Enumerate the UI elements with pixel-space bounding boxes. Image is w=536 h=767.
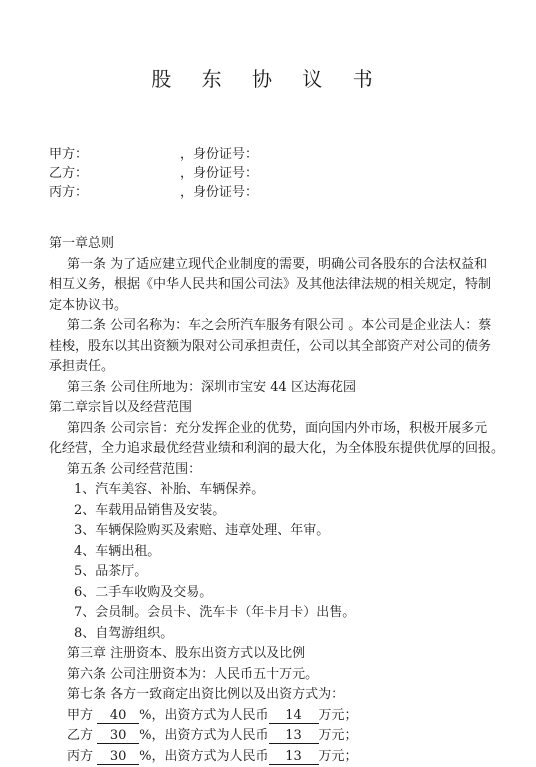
article-line: 桂梭，股东以其出资额为限对公司承担责任，公司以其全部资产对公司的债务 (49, 337, 489, 358)
share-amount-suffix: 万元； (319, 749, 358, 764)
list-item: 7、会员制。会员卡、洗车卡（年卡月卡）出售。 (49, 603, 489, 624)
share-party: 丙方 (67, 749, 93, 764)
party-id-label: ，身份证号： (180, 145, 258, 164)
article-line: 定本协议书。 (49, 296, 489, 317)
article-line: 第七条 各方一致商定出资比例以及出资方式为： (49, 685, 489, 706)
list-item: 4、车辆出租。 (49, 542, 489, 563)
article-line: 第二条 公司名称为：车之会所汽车服务有限公司 。本公司是企业法人：蔡 (49, 316, 489, 337)
article-line: 第三条 公司住所地为：深圳市宝安 44 区达海花园 (49, 378, 489, 399)
list-item: 6、二手车收购及交易。 (49, 583, 489, 604)
article-line: 承担责任。 (49, 357, 489, 378)
article-line: 第四条 公司宗旨：充分发挥企业的优势，面向国内外市场，积极开展多元 (49, 419, 489, 440)
article-line: 第六条 公司注册资本为：人民币五十万元。 (49, 665, 489, 686)
chapter-heading: 第一章总则 (49, 234, 489, 255)
parties-block (49, 145, 489, 202)
share-row (49, 726, 489, 747)
list-item: 5、品茶厅。 (49, 562, 489, 583)
chapter-heading: 第三章 注册资本、股东出资方式以及比例 (49, 644, 489, 665)
share-amount-suffix: 万元； (319, 728, 358, 743)
party-label: 甲方： (49, 145, 88, 164)
share-percent: 30 (97, 728, 139, 744)
document-title: 股 东 协 议 书 (0, 63, 536, 92)
party-id-label: ，身份证号： (180, 183, 258, 202)
share-percent-suffix: %，出资方式为人民币 (139, 708, 268, 723)
party-row-b (49, 164, 489, 183)
list-item: 1、汽车美容、补胎、车辆保养。 (49, 480, 489, 501)
article-line: 第一条 为了适应建立现代企业制度的需要，明确公司各股东的合法权益和 (49, 255, 489, 276)
article-line: 化经营，全力追求最优经营业绩和利润的最大化，为全体股东提供优厚的回报。 (49, 439, 489, 460)
share-percent-suffix: %，出资方式为人民币 (139, 728, 268, 743)
list-item: 3、车辆保险购买及索赔、违章处理、年审。 (49, 521, 489, 542)
article-line: 第五条 公司经营范围： (49, 460, 489, 481)
share-row (49, 706, 489, 727)
party-row-a (49, 145, 489, 164)
share-party: 甲方 (67, 708, 93, 723)
article-line: 相互义务，根据《中华人民共和国公司法》及其他法律法规的相关规定，特制 (49, 275, 489, 296)
share-amount: 13 (269, 749, 319, 765)
party-label: 乙方： (49, 164, 88, 183)
share-party: 乙方 (67, 728, 93, 743)
share-percent-suffix: %，出资方式为人民币 (139, 749, 268, 764)
share-amount-suffix: 万元； (319, 708, 358, 723)
chapter-heading: 第二章宗旨以及经营范围 (49, 398, 489, 419)
share-amount: 13 (269, 728, 319, 744)
share-percent: 40 (97, 708, 139, 724)
list-item: 8、自驾游组织。 (49, 624, 489, 645)
share-row (49, 747, 489, 767)
share-percent: 30 (97, 749, 139, 765)
party-id-label: ，身份证号： (180, 164, 258, 183)
party-label: 丙方： (49, 183, 88, 202)
list-item: 2、车载用品销售及安装。 (49, 501, 489, 522)
document-body (49, 234, 489, 767)
share-amount: 14 (269, 708, 319, 724)
party-row-c (49, 183, 489, 202)
